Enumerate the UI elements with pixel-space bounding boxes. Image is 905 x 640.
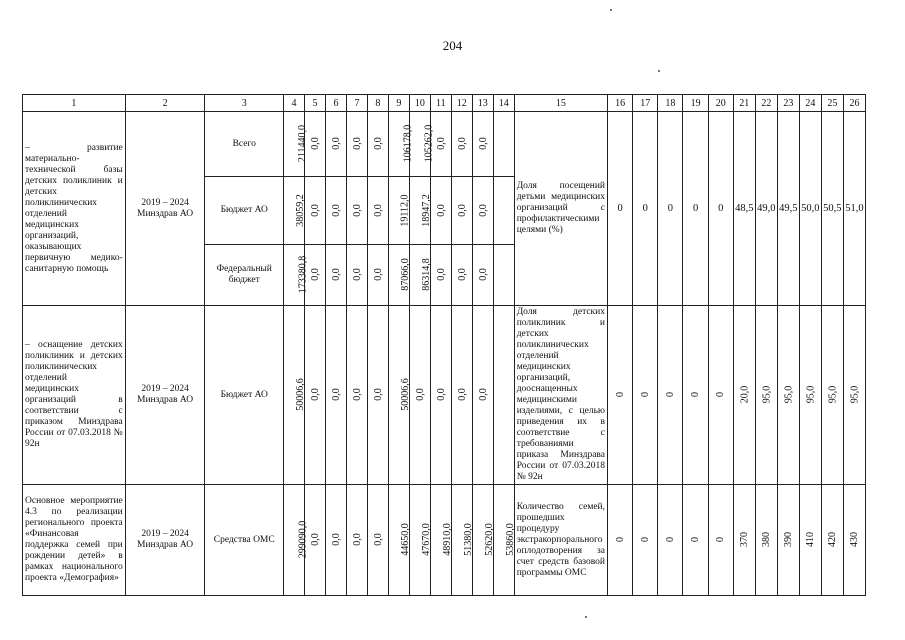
target-value-cell xyxy=(733,306,755,485)
target-value-cell xyxy=(633,485,658,596)
target-value-cell-text: 0 xyxy=(664,537,676,542)
column-number: 22 xyxy=(755,95,777,112)
column-number: 11 xyxy=(430,95,451,112)
amount-cell-text: 0,0 xyxy=(309,137,321,150)
scan-speck xyxy=(658,70,660,72)
amount-cell xyxy=(346,306,367,485)
table-row xyxy=(23,485,866,596)
target-value-cell xyxy=(608,306,633,485)
indicator-cell: Доля детских поликлиник и детских поликлинических отделений медицинских организаций, дооснащенных медицинскими изделиями, с целью приведения их в соответствие с требованиями приказа Минздрава России от 07.03.2018 № 92н xyxy=(514,306,607,485)
target-value-cell: 50,5 xyxy=(821,112,843,306)
amount-cell-text: 0,0 xyxy=(456,268,468,281)
target-value-cell xyxy=(843,485,865,596)
column-number: 4 xyxy=(284,95,305,112)
activity-cell: – оснащение детских поликлиник и детских поликлинических отделений медицинских организаций в соответствии с приказом Минздрава России от 07.03.2018 № 92н xyxy=(23,306,126,485)
empty-cell xyxy=(493,112,514,177)
amount-cell xyxy=(388,112,414,177)
amount-cell-text: 0,0 xyxy=(309,533,321,546)
scan-speck xyxy=(610,9,612,11)
amount-cell xyxy=(472,245,493,306)
target-value-cell-text: 0 xyxy=(715,537,727,542)
period-cell: 2019 – 2024 Минздрав АО xyxy=(125,485,205,596)
amount-cell xyxy=(430,177,451,245)
target-value-cell: 51,0 xyxy=(843,112,865,306)
amount-cell-text: 0,0 xyxy=(477,388,489,401)
amount-cell-text: 86314,8 xyxy=(420,258,432,291)
amount-cell xyxy=(430,485,451,596)
amount-cell xyxy=(472,485,493,596)
amount-cell-text: 18947,2 xyxy=(420,193,432,227)
amount-cell xyxy=(284,177,305,245)
target-value-cell xyxy=(821,485,843,596)
period-cell: 2019 – 2024 Минздрав АО xyxy=(125,306,205,485)
amount-cell xyxy=(284,112,309,177)
amount-cell xyxy=(409,306,430,485)
amount-cell-text: 87066,0 xyxy=(399,258,411,291)
period-cell: 2019 – 2024 Минздрав АО xyxy=(125,112,205,306)
funding-source-cell: Бюджет АО xyxy=(205,177,284,245)
amount-cell-text: 0,0 xyxy=(372,203,384,217)
amount-cell-text: 0,0 xyxy=(477,137,489,150)
amount-cell xyxy=(388,177,409,245)
amount-cell-text: 0,0 xyxy=(435,388,447,401)
amount-cell xyxy=(409,485,430,596)
amount-cell-text: 299090,0 xyxy=(297,520,309,559)
amount-cell-text: 0,0 xyxy=(372,268,384,281)
target-value-cell: 0 xyxy=(608,112,633,306)
column-number: 9 xyxy=(388,95,409,112)
target-value-cell xyxy=(755,485,777,596)
table-row xyxy=(23,112,866,177)
amount-cell-text: 0,0 xyxy=(372,137,384,150)
target-value-cell: 49,0 xyxy=(755,112,777,306)
target-value-cell-text: 95,0 xyxy=(848,385,860,404)
target-value-cell-text: 0 xyxy=(690,392,702,397)
column-number: 18 xyxy=(658,95,683,112)
amount-cell-text: 0,0 xyxy=(351,388,363,401)
amount-cell xyxy=(493,485,514,596)
empty-cell xyxy=(493,245,514,306)
amount-cell xyxy=(472,177,493,245)
amount-cell xyxy=(325,306,346,485)
column-number: 25 xyxy=(821,95,843,112)
column-number: 14 xyxy=(493,95,514,112)
amount-cell-text: 0,0 xyxy=(351,137,363,150)
amount-cell-text: 50006,6 xyxy=(399,378,411,411)
target-value-cell xyxy=(799,485,821,596)
column-number: 10 xyxy=(409,95,430,112)
target-value-cell: 49,5 xyxy=(777,112,799,306)
target-value-cell xyxy=(821,306,843,485)
table-row xyxy=(23,306,866,485)
program-table xyxy=(22,94,866,596)
amount-cell xyxy=(388,245,409,306)
amount-cell-text: 105262,0 xyxy=(423,124,435,163)
amount-cell-text: 0,0 xyxy=(477,203,489,217)
amount-cell-text: 47670,0 xyxy=(420,523,432,556)
target-value-cell-text: 0 xyxy=(664,392,676,397)
amount-cell xyxy=(367,485,388,596)
amount-cell-text: 0,0 xyxy=(435,137,447,150)
target-value-cell xyxy=(708,306,733,485)
indicator-cell: Доля посещений детьми медицинских организаций с профилактическими целями (%) xyxy=(514,112,607,306)
target-value-cell-text: 0 xyxy=(639,392,651,397)
empty-cell xyxy=(493,177,514,245)
target-value-cell xyxy=(755,306,777,485)
column-number: 19 xyxy=(683,95,708,112)
amount-cell-text: 52620,0 xyxy=(483,523,495,556)
amount-cell xyxy=(346,112,367,177)
amount-cell-text: 0,0 xyxy=(330,268,342,281)
target-value-cell xyxy=(733,485,755,596)
target-value-cell xyxy=(843,306,865,485)
amount-cell-text: 0,0 xyxy=(330,533,342,546)
target-value-cell-text: 0 xyxy=(614,537,626,542)
amount-cell xyxy=(451,245,472,306)
column-number: 17 xyxy=(633,95,658,112)
amount-cell-text: 0,0 xyxy=(456,137,468,150)
amount-cell-text: 0,0 xyxy=(372,533,384,546)
amount-cell xyxy=(451,112,472,177)
target-value-cell-text: 20,0 xyxy=(738,385,750,404)
amount-cell-text: 0,0 xyxy=(456,203,468,217)
column-number: 2 xyxy=(125,95,205,112)
target-value-cell-text: 0 xyxy=(715,392,727,397)
amount-cell-text: 0,0 xyxy=(477,268,489,281)
amount-cell xyxy=(367,112,388,177)
column-number: 12 xyxy=(451,95,472,112)
amount-cell-text: 0,0 xyxy=(330,203,342,217)
amount-cell xyxy=(367,177,388,245)
activity-cell: Основное мероприятие 4.3 по реализации регионального проекта «Финансовая поддержка семей при рождении детей» в рамках национального проекта «Демография» xyxy=(23,485,126,596)
amount-cell-text: 211440,0 xyxy=(297,124,309,163)
amount-cell-text: 0,0 xyxy=(351,268,363,281)
amount-cell xyxy=(451,306,472,485)
amount-cell xyxy=(388,306,409,485)
target-value-cell xyxy=(633,306,658,485)
column-number: 15 xyxy=(514,95,607,112)
amount-cell-text: 0,0 xyxy=(330,388,342,401)
amount-cell-text: 50006,6 xyxy=(294,378,306,411)
target-value-cell-text: 0 xyxy=(690,537,702,542)
amount-cell xyxy=(346,485,367,596)
activity-cell: – развитие материально-технической базы детских поликлиник и детских поликлинических отделений медицинских организаций, оказывающих первичную медико-санитарную помощь xyxy=(23,112,126,306)
empty-cell xyxy=(493,306,514,485)
amount-cell-text: 0,0 xyxy=(435,203,447,217)
amount-cell xyxy=(284,306,305,485)
amount-cell xyxy=(451,177,472,245)
target-value-cell-text: 95,0 xyxy=(782,385,794,404)
amount-cell-text: 0,0 xyxy=(309,388,321,401)
amount-cell xyxy=(367,245,388,306)
target-value-cell xyxy=(799,306,821,485)
target-value-cell-text: 95,0 xyxy=(826,385,838,404)
amount-cell xyxy=(472,112,493,177)
target-value-cell: 0 xyxy=(658,112,683,306)
amount-cell-text: 48910,0 xyxy=(441,523,453,556)
column-number: 6 xyxy=(325,95,346,112)
column-number: 5 xyxy=(305,95,326,112)
target-value-cell: 48,5 xyxy=(733,112,755,306)
target-value-cell-text: 410 xyxy=(804,532,816,547)
amount-cell-text: 0,0 xyxy=(309,268,321,281)
target-value-cell xyxy=(683,306,708,485)
amount-cell xyxy=(346,177,367,245)
target-value-cell-text: 430 xyxy=(848,532,860,547)
target-value-cell-text: 0 xyxy=(639,537,651,542)
target-value-cell-text: 95,0 xyxy=(760,385,772,404)
target-value-cell xyxy=(708,485,733,596)
funding-source-cell: Всего xyxy=(205,112,284,177)
target-value-cell xyxy=(777,485,799,596)
target-value-cell xyxy=(608,485,633,596)
column-number: 1 xyxy=(23,95,126,112)
amount-cell xyxy=(305,306,326,485)
target-value-cell xyxy=(658,306,683,485)
target-value-cell xyxy=(683,485,708,596)
indicator-cell: Количество семей, прошедших процедуру экстракорпорального оплодотворения за счет средств базовой программы ОМС xyxy=(514,485,607,596)
column-number: 13 xyxy=(472,95,493,112)
amount-cell-text: 44650,0 xyxy=(399,523,411,556)
column-number: 26 xyxy=(843,95,865,112)
target-value-cell: 0 xyxy=(633,112,658,306)
amount-cell xyxy=(305,177,326,245)
column-number: 3 xyxy=(205,95,284,112)
amount-cell xyxy=(346,245,367,306)
amount-cell-text: 0,0 xyxy=(330,137,342,150)
amount-cell-text: 0,0 xyxy=(414,388,426,401)
amount-cell-text: 38059,2 xyxy=(294,193,306,227)
column-number: 7 xyxy=(346,95,367,112)
target-value-cell-text: 95,0 xyxy=(804,385,816,404)
amount-cell xyxy=(325,485,346,596)
target-value-cell-text: 380 xyxy=(760,532,772,547)
column-number: 16 xyxy=(608,95,633,112)
amount-cell-text: 0,0 xyxy=(372,388,384,401)
target-value-cell: 0 xyxy=(683,112,708,306)
target-value-cell-text: 0 xyxy=(614,392,626,397)
amount-cell xyxy=(325,177,346,245)
amount-cell xyxy=(451,485,472,596)
amount-cell xyxy=(409,245,430,306)
target-value-cell: 0 xyxy=(708,112,733,306)
amount-cell-text: 19112,0 xyxy=(399,193,411,227)
amount-cell xyxy=(367,306,388,485)
target-value-cell xyxy=(658,485,683,596)
funding-source-cell: Федеральный бюджет xyxy=(205,245,284,306)
amount-cell-text: 0,0 xyxy=(456,388,468,401)
column-number: 8 xyxy=(367,95,388,112)
amount-cell-text: 0,0 xyxy=(351,203,363,217)
amount-cell-text: 173380,8 xyxy=(297,255,309,294)
amount-cell-text: 106178,0 xyxy=(402,124,414,163)
column-number: 23 xyxy=(777,95,799,112)
amount-cell xyxy=(284,485,309,596)
amount-cell-text: 0,0 xyxy=(351,533,363,546)
amount-cell xyxy=(472,306,493,485)
amount-cell xyxy=(325,245,346,306)
amount-cell xyxy=(284,245,309,306)
target-value-cell-text: 390 xyxy=(782,532,794,547)
funding-source-cell: Средства ОМС xyxy=(205,485,284,596)
amount-cell xyxy=(409,177,430,245)
funding-source-cell: Бюджет АО xyxy=(205,306,284,485)
target-value-cell-text: 370 xyxy=(738,532,750,547)
target-value-cell xyxy=(777,306,799,485)
column-number: 21 xyxy=(733,95,755,112)
header-row xyxy=(23,95,866,112)
amount-cell xyxy=(430,245,451,306)
column-number: 24 xyxy=(799,95,821,112)
amount-cell xyxy=(325,112,346,177)
scan-speck xyxy=(585,616,587,618)
amount-cell-text: 0,0 xyxy=(309,203,321,217)
amount-cell-text: 51380,0 xyxy=(462,523,474,556)
target-value-cell: 50,0 xyxy=(799,112,821,306)
column-number: 20 xyxy=(708,95,733,112)
page-number: 204 xyxy=(442,38,463,53)
target-value-cell-text: 420 xyxy=(826,532,838,547)
amount-cell-text: 0,0 xyxy=(435,268,447,281)
amount-cell xyxy=(430,306,451,485)
amount-cell xyxy=(388,485,409,596)
amount-cell-text: 53860,0 xyxy=(504,523,516,556)
